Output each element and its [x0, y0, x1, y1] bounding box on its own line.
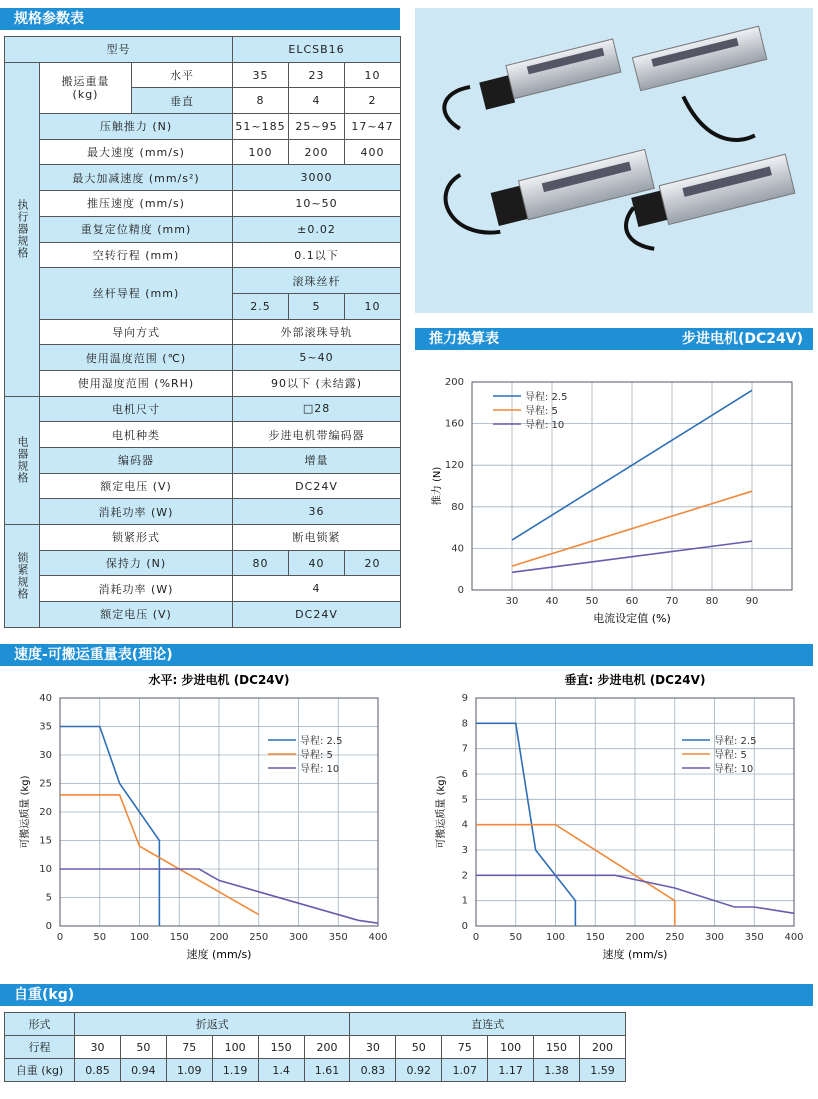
- x-tick-label: 300: [704, 932, 725, 943]
- load-label: 搬运重量 (kg): [40, 62, 132, 113]
- table-row: [5, 242, 401, 268]
- actuator-image: [438, 39, 625, 131]
- power-label: 消耗功率 (W): [40, 499, 233, 525]
- x-tick-label: 0: [472, 932, 480, 943]
- screw-value: 2.5: [233, 293, 289, 319]
- y-tick-label: 35: [39, 721, 52, 733]
- y-tick-label: 0: [461, 921, 468, 932]
- y-axis-label: 可搬运质量 (kg): [20, 775, 31, 849]
- weight-value: 0.92: [396, 1059, 442, 1082]
- y-tick-label: 15: [39, 835, 52, 847]
- push-force-label: 压触推力 (N): [40, 114, 233, 140]
- x-tick-label: 250: [249, 932, 269, 943]
- y-tick-label: 5: [45, 892, 52, 904]
- stroke-value: 100: [212, 1036, 258, 1059]
- table-row: [5, 499, 401, 525]
- stroke-value: 30: [75, 1036, 121, 1059]
- horizontal-speed-chart: [0, 668, 405, 978]
- y-tick-label: 40: [39, 693, 52, 704]
- y-tick-label: 25: [39, 778, 52, 790]
- weight-table: [4, 1012, 626, 1082]
- weight-section-title: 自重(kg): [14, 987, 75, 1003]
- product-illustration: [415, 8, 813, 313]
- y-tick-label: 10: [39, 864, 52, 875]
- x-tick-label: 60: [625, 596, 639, 607]
- y-tick-label: 8: [461, 718, 468, 730]
- y-tick-label: 200: [444, 377, 464, 388]
- max-accel-value: 3000: [233, 165, 401, 191]
- y-tick-label: 40: [451, 543, 464, 555]
- straight-label: 直连式: [350, 1013, 626, 1036]
- table-row: [5, 1013, 626, 1036]
- table-row: [5, 576, 401, 602]
- spec-section-bar: [0, 8, 400, 30]
- legend-label: 导程: 2.5: [714, 736, 757, 747]
- x-tick-label: 400: [368, 932, 388, 943]
- guide-value: 外部滚珠导轨: [233, 319, 401, 345]
- hold-label: 保持力 (N): [40, 550, 233, 576]
- screw-value: 5: [289, 293, 345, 319]
- table-row: [5, 37, 401, 63]
- weight-value: 1.09: [166, 1059, 212, 1082]
- x-tick-label: 50: [585, 596, 599, 607]
- x-tick-label: 0: [56, 932, 64, 943]
- y-axis-label: 可搬运质量 (kg): [436, 775, 447, 849]
- table-row: [5, 550, 401, 576]
- x-tick-label: 100: [129, 932, 150, 943]
- table-row: [5, 345, 401, 371]
- weight-value: 1.19: [212, 1059, 258, 1082]
- screw-type: 滚珠丝杆: [233, 268, 401, 294]
- temp-value: 5~40: [233, 345, 401, 371]
- stroke-value: 100: [488, 1036, 534, 1059]
- stroke-value: 30: [350, 1036, 396, 1059]
- push-speed-label: 推压速度 (mm/s): [40, 191, 233, 217]
- x-tick-label: 400: [784, 932, 804, 943]
- idle-label: 空转行程 (mm): [40, 242, 233, 268]
- table-row: [5, 62, 401, 88]
- table-row: [5, 396, 401, 422]
- weight-value: 1.61: [304, 1059, 350, 1082]
- voltage-label: 额定电压 (V): [40, 473, 233, 499]
- table-row: [5, 216, 401, 242]
- table-row: [5, 370, 401, 396]
- weight-value: 0.85: [75, 1059, 121, 1082]
- x-tick-label: 300: [288, 932, 309, 943]
- thrust-section-bar: [415, 328, 813, 350]
- x-tick-label: 200: [209, 932, 229, 943]
- stroke-value: 200: [579, 1036, 625, 1059]
- speed-section-title: 速度-可搬运重量表(理论): [14, 647, 173, 663]
- hold-value: 20: [345, 550, 401, 576]
- push-force-value: 51~185: [233, 114, 289, 140]
- push-force-value: 25~95: [289, 114, 345, 140]
- horizontal-value: 23: [289, 62, 345, 88]
- weight-value: 1.59: [579, 1059, 625, 1082]
- x-tick-label: 150: [169, 932, 189, 943]
- x-tick-label: 80: [705, 596, 719, 607]
- x-axis-label: 速度 (mm/s): [602, 948, 668, 961]
- spec-table: [4, 36, 401, 628]
- brake-power-value: 4: [233, 576, 401, 602]
- table-row: [5, 1059, 626, 1082]
- stroke-value: 50: [120, 1036, 166, 1059]
- temp-label: 使用温度范围 (℃): [40, 345, 233, 371]
- weight-value: 0.94: [120, 1059, 166, 1082]
- table-row: [5, 525, 401, 551]
- weight-section-bar: [0, 984, 813, 1006]
- weight-value: 1.07: [442, 1059, 488, 1082]
- y-tick-label: 160: [444, 418, 464, 430]
- vertical-value: 2: [345, 88, 401, 114]
- motor-type-label: 电机种类: [40, 422, 233, 448]
- repeat-label: 重复定位精度 (mm): [40, 216, 233, 242]
- y-tick-label: 2: [461, 870, 468, 882]
- weight-value: 0.83: [350, 1059, 396, 1082]
- brake-type-value: 断电锁紧: [233, 525, 401, 551]
- vertical-value: 4: [289, 88, 345, 114]
- weight-value: 1.4: [258, 1059, 304, 1082]
- table-row: [5, 165, 401, 191]
- y-tick-label: 80: [451, 501, 464, 513]
- x-tick-label: 100: [545, 932, 566, 943]
- table-row: [5, 268, 401, 294]
- motor-type-value: 步进电机带编码器: [233, 422, 401, 448]
- motor-size-value: □28: [233, 396, 401, 422]
- y-axis-label: 推力 (N): [432, 466, 443, 506]
- stroke-value: 50: [396, 1036, 442, 1059]
- voltage-value: DC24V: [233, 473, 401, 499]
- brake-voltage-label: 额定电压 (V): [40, 602, 233, 628]
- x-tick-label: 250: [665, 932, 685, 943]
- encoder-value: 增量: [233, 448, 401, 474]
- y-tick-label: 4: [461, 819, 468, 831]
- encoder-label: 编码器: [40, 448, 233, 474]
- x-tick-label: 350: [328, 932, 348, 943]
- vertical-speed-chart: [410, 668, 815, 978]
- legend-label: 导程: 10: [714, 764, 754, 775]
- push-force-value: 17~47: [345, 114, 401, 140]
- legend-label: 导程: 10: [525, 420, 565, 431]
- thrust-motor-label: 步进电机(DC24V): [681, 331, 803, 347]
- model-label: 型号: [5, 37, 233, 63]
- x-tick-label: 30: [505, 596, 519, 607]
- spec-section-title: 规格参数表: [14, 11, 84, 27]
- horizontal-label: 水平: [132, 62, 233, 88]
- weight-value: 1.38: [534, 1059, 580, 1082]
- y-tick-label: 6: [461, 769, 468, 780]
- weight-label: 自重 (kg): [5, 1059, 75, 1082]
- hold-value: 80: [233, 550, 289, 576]
- table-row: [5, 1036, 626, 1059]
- legend-label: 导程: 5: [714, 750, 747, 761]
- stroke-value: 200: [304, 1036, 350, 1059]
- legend-label: 导程: 2.5: [300, 736, 343, 747]
- max-speed-value: 100: [233, 139, 289, 165]
- power-value: 36: [233, 499, 401, 525]
- group-actuator: 执行器规格: [5, 62, 40, 396]
- model-value: ELCSB16: [233, 37, 401, 63]
- y-tick-label: 0: [457, 585, 464, 596]
- y-tick-label: 3: [461, 845, 468, 856]
- series-line: [60, 727, 159, 927]
- stroke-value: 150: [258, 1036, 304, 1059]
- x-tick-label: 50: [509, 932, 523, 943]
- table-row: [5, 448, 401, 474]
- guide-label: 导向方式: [40, 319, 233, 345]
- max-accel-label: 最大加减速度 (mm/s²): [40, 165, 233, 191]
- actuator-image: [632, 26, 784, 160]
- humidity-label: 使用湿度范围 (%RH): [40, 370, 233, 396]
- table-row: [5, 319, 401, 345]
- motor-size-label: 电机尺寸: [40, 396, 233, 422]
- horizontal-value: 10: [345, 62, 401, 88]
- repeat-value: ±0.02: [233, 216, 401, 242]
- table-row: [5, 602, 401, 628]
- y-tick-label: 0: [45, 921, 52, 932]
- form-label: 形式: [5, 1013, 75, 1036]
- stroke-label: 行程: [5, 1036, 75, 1059]
- y-tick-label: 20: [39, 807, 52, 818]
- group-motor: 电器规格: [5, 396, 40, 524]
- chart-title: 垂直: 步进电机 (DC24V): [564, 673, 706, 687]
- speed-section-bar: [0, 644, 813, 666]
- horizontal-value: 35: [233, 62, 289, 88]
- x-tick-label: 350: [744, 932, 764, 943]
- legend-label: 导程: 10: [300, 764, 340, 775]
- table-row: [5, 473, 401, 499]
- table-row: [5, 422, 401, 448]
- max-speed-label: 最大速度 (mm/s): [40, 139, 233, 165]
- weight-value: 1.17: [488, 1059, 534, 1082]
- x-axis-label: 速度 (mm/s): [186, 948, 252, 961]
- thrust-chart: [415, 352, 813, 632]
- legend-label: 导程: 5: [300, 750, 333, 761]
- legend-label: 导程: 2.5: [525, 392, 568, 403]
- max-speed-value: 400: [345, 139, 401, 165]
- x-tick-label: 40: [545, 596, 559, 607]
- x-tick-label: 50: [93, 932, 107, 943]
- x-tick-label: 70: [665, 596, 679, 607]
- brake-voltage-value: DC24V: [233, 602, 401, 628]
- thrust-section-title: 推力换算表: [429, 331, 499, 347]
- stroke-value: 75: [166, 1036, 212, 1059]
- folded-label: 折返式: [75, 1013, 350, 1036]
- y-tick-label: 30: [39, 750, 52, 761]
- vertical-value: 8: [233, 88, 289, 114]
- x-tick-label: 90: [745, 596, 759, 607]
- table-row: [5, 139, 401, 165]
- x-tick-label: 150: [585, 932, 605, 943]
- y-tick-label: 9: [461, 693, 468, 704]
- chart-title: 水平: 步进电机 (DC24V): [148, 673, 290, 687]
- y-tick-label: 1: [461, 895, 468, 907]
- table-row: [5, 114, 401, 140]
- y-tick-label: 120: [444, 460, 464, 472]
- group-brake: 锁紧规格: [5, 525, 40, 628]
- brake-type-label: 锁紧形式: [40, 525, 233, 551]
- product-photo: [415, 8, 813, 313]
- idle-value: 0.1以下: [233, 242, 401, 268]
- table-row: [5, 191, 401, 217]
- brake-power-label: 消耗功率 (W): [40, 576, 233, 602]
- actuator-image: [440, 130, 655, 243]
- stroke-value: 75: [442, 1036, 488, 1059]
- screw-label: 丝杆导程 (mm): [40, 268, 233, 319]
- push-speed-value: 10~50: [233, 191, 401, 217]
- max-speed-value: 200: [289, 139, 345, 165]
- x-tick-label: 200: [625, 932, 645, 943]
- screw-value: 10: [345, 293, 401, 319]
- vertical-label: 垂直: [132, 88, 233, 114]
- x-axis-label: 电流设定值 (%): [593, 612, 671, 625]
- legend-label: 导程: 5: [525, 406, 558, 417]
- hold-value: 40: [289, 550, 345, 576]
- y-tick-label: 7: [461, 743, 468, 755]
- stroke-value: 150: [534, 1036, 580, 1059]
- y-tick-label: 5: [461, 794, 468, 806]
- humidity-value: 90以下 (未结露): [233, 370, 401, 396]
